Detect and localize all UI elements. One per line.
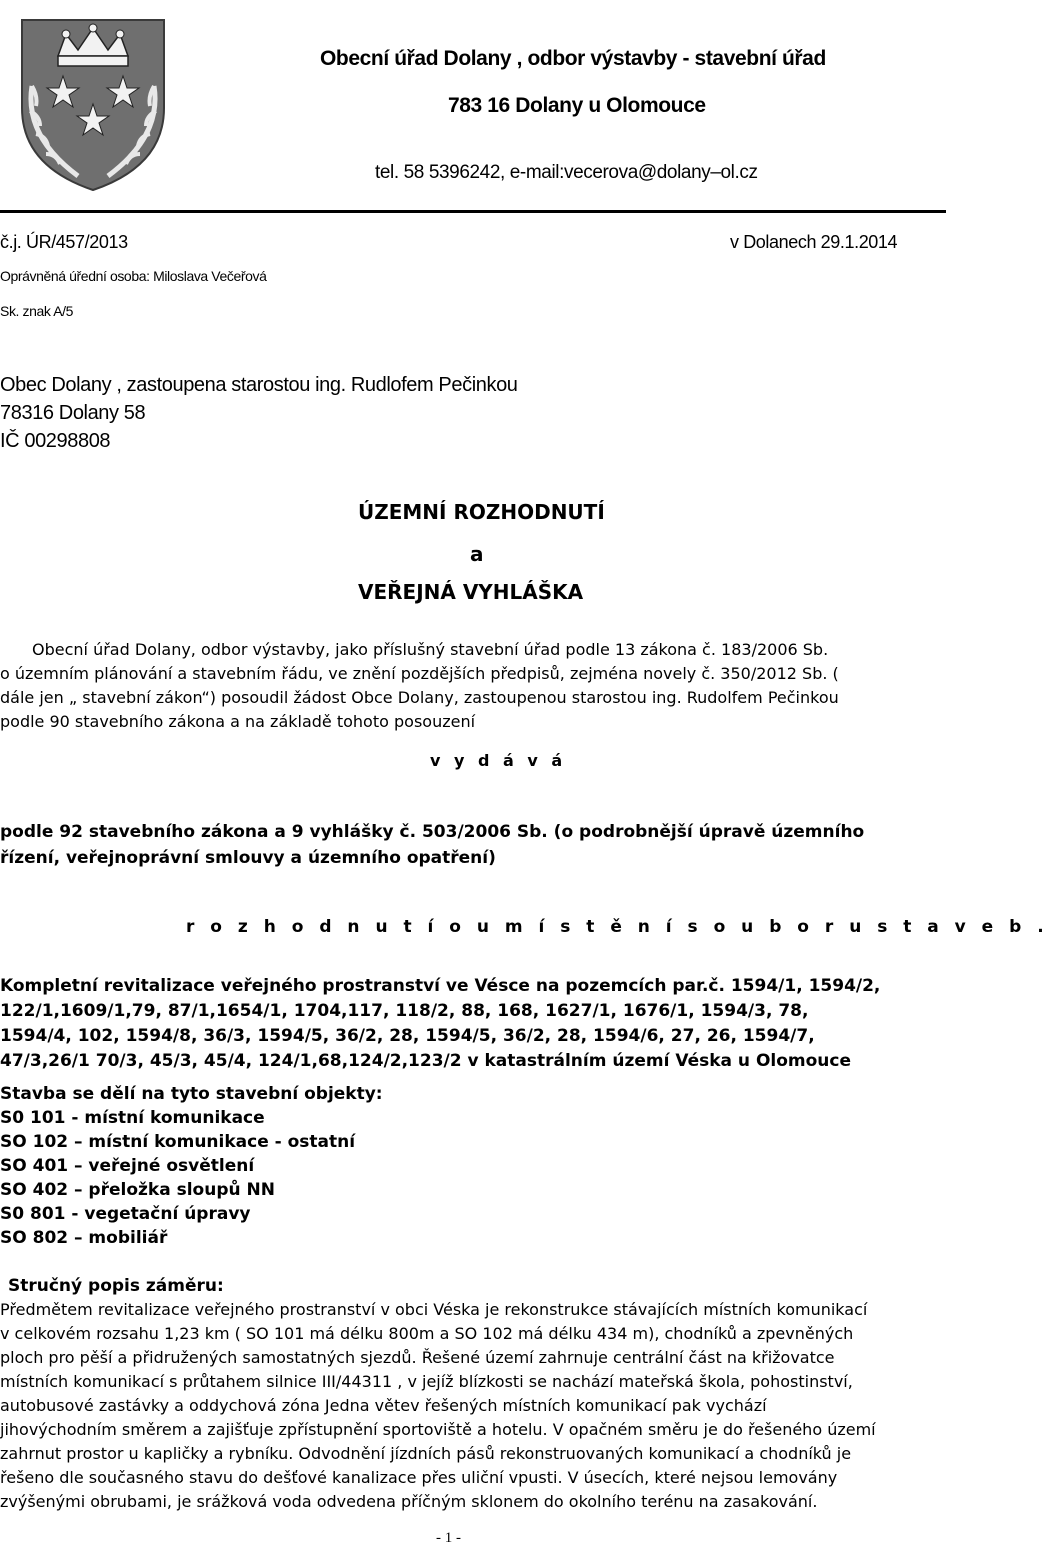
reference-number: č.j. ÚR/457/2013 <box>0 232 128 252</box>
project-line: Kompletní revitalizace veřejného prostranství ve Vésce na pozemcích par.č. 1594/1, 1594/2, <box>0 976 881 996</box>
file-mark: Sk. znak A/5 <box>0 303 74 319</box>
description-line: zvýšenými obrubami, je srážková voda odvedena příčným sklonem do okolního terénu na zasakování. <box>0 1492 818 1511</box>
addressee-line: Obec Dolany , zastoupena starostou ing. Rudlofem Pečinkou <box>0 374 518 396</box>
building-object: SO 402 – přeložka sloupů NN <box>0 1180 275 1200</box>
intro-line: Obecní úřad Dolany, odbor výstavby, jako příslušný stavební úřad podle 13 zákona č. 183/2006 Sb. <box>32 640 829 659</box>
description-line: v celkovém rozsahu 1,23 km ( SO 101 má délku 800m a SO 102 má délku 434 m), chodníků a zpevněných <box>0 1324 854 1343</box>
building-object: S0 101 - místní komunikace <box>0 1108 265 1128</box>
building-object: SO 102 – místní komunikace - ostatní <box>0 1132 356 1152</box>
municipal-crest-icon <box>18 16 168 194</box>
legal-basis-line: řízení, veřejnoprávní smlouvy a územního opatření) <box>0 848 496 868</box>
intro-line: dále jen „ stavební zákon“) posoudil žádost Obce Dolany, zastoupenou starostou ing. Rudolfem Pečinkou <box>0 688 839 707</box>
project-line: 122/1,1609/1,79, 87/1,1654/1, 1704,117, 118/2, 88, 168, 1627/1, 1676/1, 1594/3, 78, <box>0 1001 809 1021</box>
public-notice-title: VEŘEJNÁ VYHLÁŠKA <box>358 580 584 604</box>
legal-basis-line: podle 92 stavebního zákona a 9 vyhlášky č. 503/2006 Sb. (o podrobnější úpravě územního <box>0 822 865 842</box>
document-date: v Dolanech 29.1.2014 <box>730 232 898 252</box>
decision-title: ÚZEMNÍ ROZHODNUTÍ <box>358 500 605 524</box>
description-heading: Stručný popis záměru: <box>8 1276 224 1296</box>
addressee-line: 78316 Dolany 58 <box>0 402 146 424</box>
office-address: 783 16 Dolany u Olomouce <box>448 94 706 117</box>
project-line: 47/3,26/1 70/3, 45/3, 45/4, 124/1,68,124/2,123/2 v katastrálním území Véska u Olomouce <box>0 1051 852 1071</box>
building-object: SO 802 – mobiliář <box>0 1228 168 1248</box>
building-object: S0 801 - vegetační úpravy <box>0 1204 251 1224</box>
description-line: zahrnut prostor u kapličky a rybníku. Odvodnění jízdních pásů rekonstruovaných komunikací a chodníků je <box>0 1444 852 1463</box>
authorized-officer: Oprávněná úřední osoba: Miloslava Večeřová <box>0 268 267 284</box>
description-line: Předmětem revitalizace veřejného prostranství v obci Véska je rekonstrukce stávajících místních komunikací <box>0 1300 868 1319</box>
project-line: 1594/4, 102, 1594/8, 36/3, 1594/5, 36/2, 28, 1594/5, 36/2, 28, 1594/6, 27, 26, 1594/7, <box>0 1026 815 1046</box>
intro-line: o územním plánování a stavebním řádu, ve znění pozdějších předpisů, zejména novely č. 350/2012 Sb. ( <box>0 664 839 683</box>
building-object: SO 401 – veřejné osvětlení <box>0 1156 255 1176</box>
description-line: jihovýchodním směrem a zajišťuje zpřístupnění sportoviště a hotelu. V opačném směru je do řešeného území <box>0 1420 876 1439</box>
office-contact: tel. 58 5396242, e-mail:vecerova@dolany–ol.cz <box>375 162 758 183</box>
header-divider <box>0 210 946 213</box>
decision-statement: r o z h o d n u t í o u m í s t ě n í s o u b o r u s t a v e b . <box>186 917 1049 937</box>
decision-title-conjunction: a <box>470 542 484 566</box>
description-line: autobusové zastávky a oddychová zóna Jedna větev řešených místních komunikací pak vychází <box>0 1396 767 1415</box>
description-line: ploch pro pěší a přidružených samostatných sjezdů. Řešené území zahrnuje centrální část na křižovatce <box>0 1348 835 1367</box>
description-line: místních komunikací s průtahem silnice III/44311 , v jejíž blízkosti se nachází mateřská škola, pohostinství, <box>0 1372 853 1391</box>
intro-line: podle 90 stavebního zákona a na základě tohoto posouzení <box>0 712 476 731</box>
addressee-line: IČ 00298808 <box>0 430 111 452</box>
page-number: - 1 - <box>436 1530 461 1546</box>
description-line: řešeno dle současného stavu do dešťové kanalizace přes uliční vpusti. V úsecích, které nejsou lemovány <box>0 1468 838 1487</box>
issues-heading: v y d á v á <box>430 751 567 770</box>
office-name: Obecní úřad Dolany , odbor výstavby - stavební úřad <box>320 47 826 70</box>
objects-heading: Stavba se dělí na tyto stavební objekty: <box>0 1084 383 1104</box>
